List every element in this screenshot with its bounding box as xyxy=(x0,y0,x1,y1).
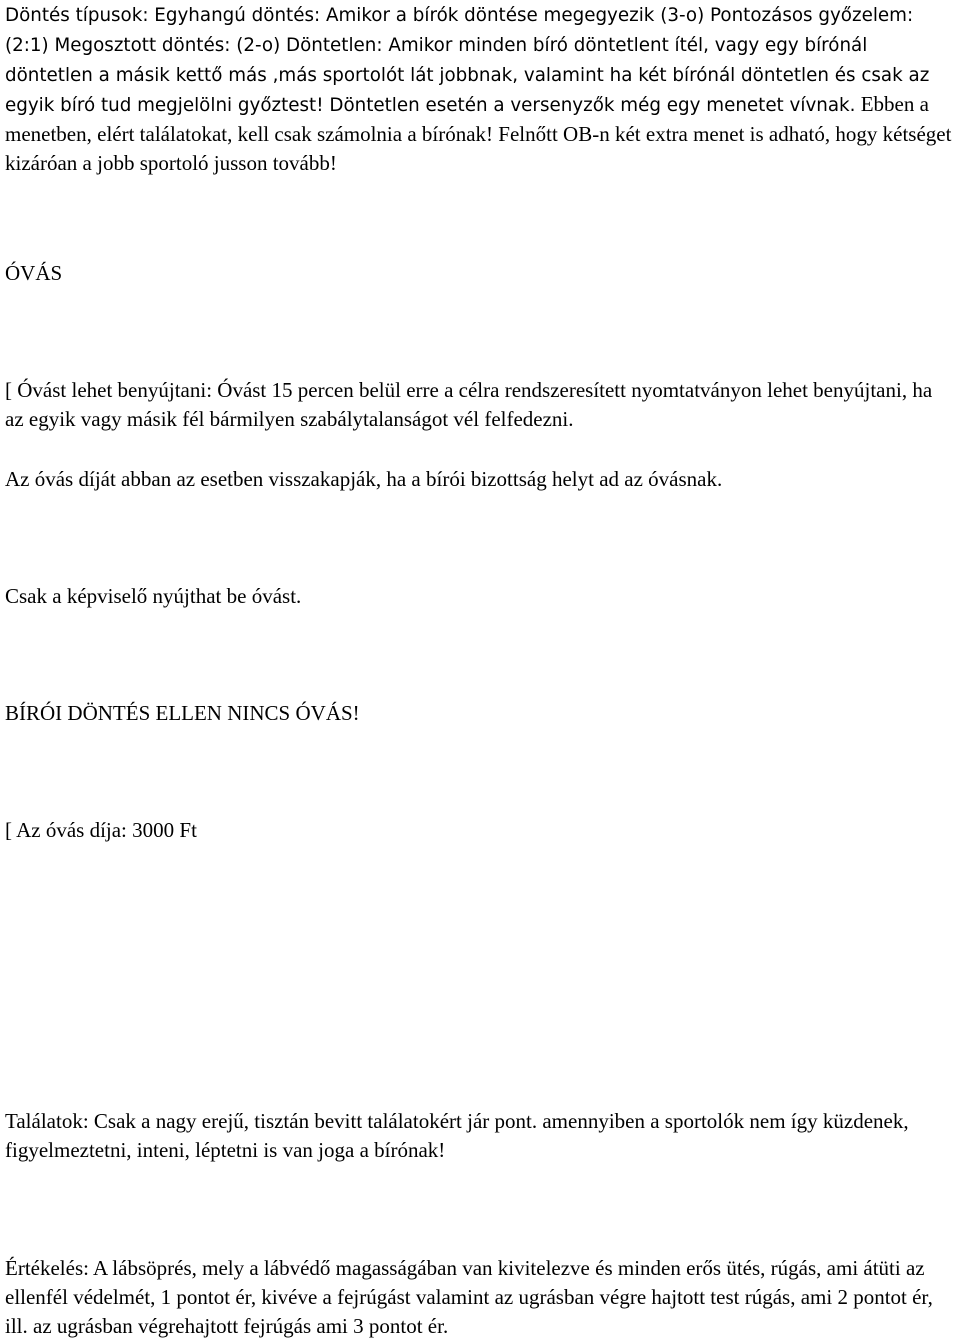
ovas-heading: ÓVÁS xyxy=(5,261,63,285)
ertekeles-paragraph: Értékelés: A lábsöprés, mely a lábvédő magasságában van kivitelezve és minden erős ütés, rúgás, ami átüti az ellenfél védelmét, 1 pontot ér, kivéve a fejrúgást valamint az ugrásban végre hajtott test rúgás, ami 2 pontot ér, ill. az ugrásban végrehajtott fejrúgás ami 3 pontot ér. xyxy=(5,1256,933,1338)
ovas-fee-paragraph: [ Az óvás díja: 3000 Ft xyxy=(5,818,197,842)
ovas-rule-paragraph: [ Óvást lehet benyújtani: Óvást 15 percen belül erre a célra rendszeresített nyomtatványon lehet benyújtani, ha az egyik vagy másik fél bármilyen szabálytalanságot vél felfedezni. xyxy=(5,378,933,431)
decision-types-text: Döntés típusok: Egyhangú döntés: Amikor a bírók döntése megegyezik (3-o) Pontozásos győzelem: (2:1) Megosztott döntés: (2-o) Döntetlen: Amikor minden bíró döntetlent ítél, vagy egy bírónál döntetlen a másik kettő más ,más sportolót lát jobbnak, valamint ha két bírónál döntetlen és csak az egyik bíró tud megjelölni győztest! Döntetlen esetén a versenyzők még egy menetet vívnak. xyxy=(5,5,930,116)
talalatok-paragraph: Találatok: Csak a nagy erejű, tisztán bevitt találatokért jár pont. amennyiben a sportolók nem így küzdenek, figyelmeztetni, inteni, léptetni is van joga a bírónak! xyxy=(5,1109,909,1162)
decision-types-paragraph xyxy=(5,0,956,178)
extra-round-text: Ebben a menetben, elért találatokat, kell csak számolnia a bírónak! Felnőtt OB-n két extra menet is adható, hogy kétséget kizáróan a jobb sportoló jusson tovább! xyxy=(5,92,952,175)
ovas-representative-paragraph: Csak a képviselő nyújthat be óvást. xyxy=(5,584,302,608)
ovas-fee-refund-paragraph: Az óvás díját abban az esetben visszakapják, ha a bírói bizottság helyt ad az óvásnak. xyxy=(5,467,723,491)
ovas-no-appeal-paragraph: BÍRÓI DÖNTÉS ELLEN NINCS ÓVÁS! xyxy=(5,701,360,725)
